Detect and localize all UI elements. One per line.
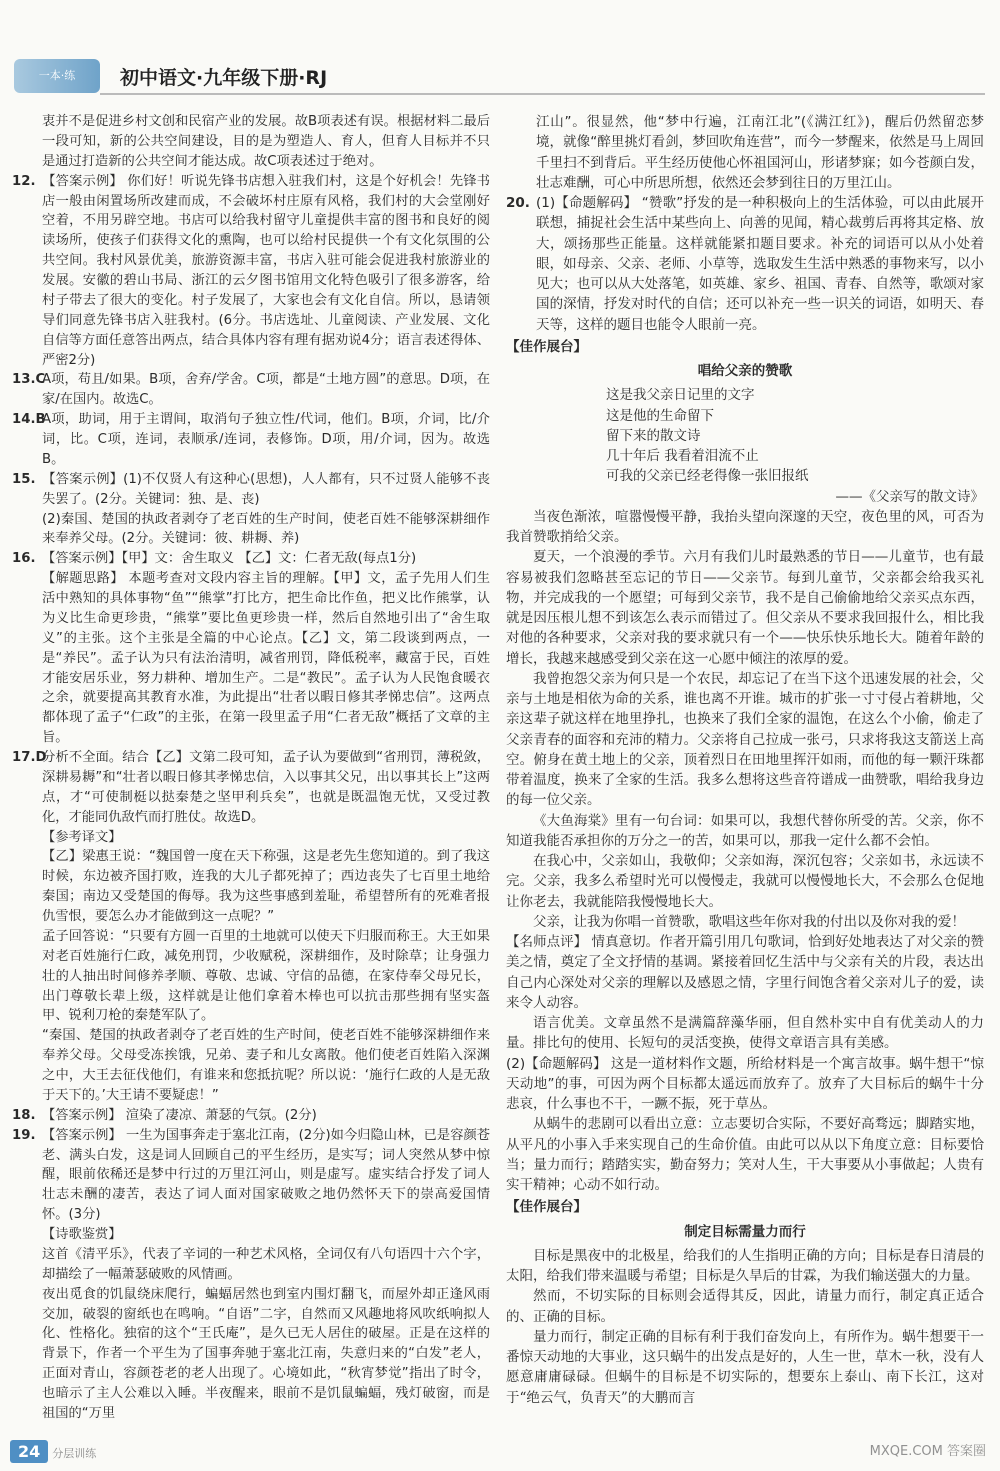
text: 【答案示例】【甲】文：舍生取义 【乙】文：仁者无敌(每点1分)	[42, 551, 417, 567]
item-number: 14.B	[12, 412, 46, 428]
text: “秦国、楚国的执政者剥夺了老百姓的生产时间，使老百姓不能够深耕细作来奉养父母。父母受冻挨饿，兄弟、妻子和儿女离散。他们使老百姓陷入深渊之中，大王去征伐他们，有谁来和您抵抗呢？所以说：‘施行仁政的人是无敌于天下的。’大王请不要疑虑！”	[42, 1028, 490, 1103]
answer-item	[12, 1106, 490, 1126]
answer-paragraph	[506, 112, 984, 193]
essay-paragraph	[506, 547, 984, 669]
answer-item	[12, 1126, 490, 1225]
text: 孟子回答说：“只要有方圆一百里的土地就可以使天下归服而称王。大王如果对老百姓施行仁政，减免刑罚，少收赋税，深耕细作，及时除草；让身强力壮的人抽出时间修养孝顺、尊敬、忠诚、守信的品德，在家侍奉父母兄长，出门尊敬长辈上级，这样就是让他们拿着木棒也可以抗击那些拥有坚实盔甲、锐利刀枪的秦楚军队了。	[42, 928, 490, 1024]
text: 【乙】梁惠王说：“魏国曾一度在天下称强，这是老先生您知道的。到了我这时候，东边被齐国打败，连我的大儿子都死掉了；西边丧失了七百里土地给秦国；南边又受楚国的侮辱。我为这些事感到羞耻，希望替所有的死难者报仇雪恨，要怎么办才能做到这一点呢？”	[42, 849, 490, 924]
text: 夏天，一个浪漫的季节。六月有我们儿时最熟悉的节日——儿童节，也有最容易被我们忽略甚至忘记的节日——父亲节。每到儿童节，父亲都会给我买礼物，并完成我的一个愿望；可每到父亲节，我不是自己偷偷地给父亲买点东西，就是因压根儿想不到该怎么表示而错过了。但父亲从不要求我回报什么，相比我对他的各种要求，父亲对我的要求就只有一个——快乐快乐地长大。随着年龄的增长，我越来越感受到父亲在这一心愿中倾注的浓厚的爱。	[506, 549, 984, 667]
text: ——《父亲写的散文诗》	[835, 488, 984, 505]
answer-paragraph	[12, 569, 490, 748]
text: 留下来的散文诗	[606, 427, 701, 444]
text: 【答案示例】 一生为国事奔走于塞北江南，(2分)如今归隐山林，已是容颜苍老、满头白发，这是词人回顾自己的平生经历，是实写；词人突然从梦中惊醒，眼前依稀还是梦中行过的万里江河山，则是虚写。虚实结合抒发了词人壮志未酬的凄苦，表达了词人面对国家破败之地仍然怀天下的崇高爱国情怀。(3分)	[42, 1127, 490, 1223]
text: 衷并不是促进乡村文创和民宿产业的发展。故B项表述有误。根据材料二最后一段可知，新的公共空间建设，目的是为塑造人、育人，但育人目标并不只是通过打造新的公共空间才能达成。故C项表述过于绝对。	[42, 114, 490, 169]
watermark: MXQE.COM 答案圈	[869, 1444, 986, 1459]
text: A项，助词，用于主谓间，取消句子独立性/代词，他们。B项，介词，比/介词，比。C项，连词，表顺承/连词，表修饰。D项，用/介词，因为。故选B。	[42, 412, 490, 467]
poem-line	[506, 406, 984, 426]
answer-item	[12, 172, 490, 371]
text: 分析不全面。结合【乙】文第二段可知，孟子认为要做到“省刑罚，薄税敛，深耕易耨”和“壮者以暇日修其孝悌忠信，入以事其父兄，出以事其长上”这两点，才“可使制梃以挞秦楚之坚甲利兵矣”，也就是既温饱无忧，又受过教化，才能同仇敌忾而打胜仗。故选D。	[42, 750, 490, 825]
answer-item	[12, 370, 490, 410]
item-number: 18.	[12, 1107, 36, 1123]
text: (2)【命题解码】 这是一道材料作文题，所给材料是一个寓言故事。蜗牛想干“惊天动地”的事，可因为两个目标都太遥远而放弃了。放弃了大目标后的蜗牛十分悲哀，什么事也不干，一蹶不振，死于草丛。	[506, 1055, 984, 1112]
poem-line	[506, 426, 984, 446]
answer-item	[12, 410, 490, 470]
answer-paragraph	[506, 1197, 984, 1217]
essay-title	[506, 1222, 984, 1242]
text: 这首《清平乐》，代表了辛词的一种艺术风格，全词仅有八句语四十六个字，却描绘了一幅萧瑟破败的风情画。	[42, 1246, 490, 1282]
text: 量力而行，制定正确的目标有利于我们奋发向上，有所作为。蜗牛想要干一番惊天动地的大事业，这只蜗牛的出发点是好的，人生一世，草木一秋，没有人愿意庸庸碌碌。但蜗牛的目标是不切实际的，想要东上泰山、南下长江，这对于“绝云气，负青天”的大鹏而言	[506, 1328, 984, 1406]
poem-source	[506, 487, 984, 507]
text: 在我心中，父亲如山，我敬仰；父亲如海，深沉包容；父亲如书，永远读不完。父亲，我多么希望时光可以慢慢走，我就可以慢慢地长大，不会那么仓促地让你老去，我就能陪我慢慢地长大。	[506, 853, 984, 910]
text: 从蜗牛的悲剧可以看出立意：立志要切合实际，不要好高骛远；脚踏实地，从平凡的小事入手来实现自己的生命价值。由此可以从以下角度立意：目标要恰当；量力而行；踏踏实实，勤奋努力；笑对人生，干大事要从小事做起；人贵有实干精神；心动不如行动。	[506, 1116, 984, 1193]
essay-paragraph	[506, 1013, 984, 1054]
item-number: 15.	[12, 471, 36, 487]
essay-paragraph	[506, 851, 984, 912]
text: 当夜色渐浓，喧嚣慢慢平静，我抬头望向深邃的天空，夜色里的风，可否为我首赞歌捎给父亲。	[506, 508, 984, 545]
text: 几十年后 我看着泪流不止	[606, 448, 759, 464]
text: 【答案示例】 你们好！听说先锋书店想入驻我们村，这是个好机会！先锋书店一般由闲置场所改建而成，不会破坏村庄原有风格，我们村的大会堂刚好空着，不用另辟空地。书店可以给我村留守儿童提供丰富的图书和良好的阅读场所，使孩子们获得文化的熏陶，也可以给村民提供一个有文化氛围的公共空间。我村风景优美，旅游资源丰富，书店入驻可能会促进我村旅游业的发展。安徽的碧山书局、浙江的云夕图书馆用文化特色吸引了很多游客，给村子带去了很大的变化。村子发展了，大家也会有文化自信。所以，恳请领导们同意先锋书店入驻我村。(6分。书店选址、儿童阅读、产业发展、文化自信等方面任意答出两点，结合具体内容有理有据劝说4分；语言表述得体、严密2分)	[42, 173, 490, 368]
text: (2)秦国、楚国的执政者剥夺了老百姓的生产时间，使老百姓不能够深耕细作来奉养父母。(2分。关键词：彼、耕耨、养)	[42, 511, 490, 547]
text: A项，苟且/如果。B项，舍弃/学舍。C项，都是“土地方圆”的意思。D项，在家/在国内。故选C。	[42, 372, 490, 408]
text: 制定目标需量力而行	[684, 1223, 806, 1240]
text: 【诗歌鉴赏】	[42, 1227, 122, 1242]
essay-paragraph	[506, 1286, 984, 1327]
answer-paragraph	[506, 1054, 984, 1115]
text: 目标是黑夜中的北极星，给我们的人生指明正确的方向；目标是春日清晨的太阳，给我们带来温暖与希望；目标是久旱后的甘霖，为我们输送强大的力量。	[506, 1247, 984, 1284]
text: 夜出觅食的饥鼠绕床爬行，蝙蝠居然也到室内围灯翻飞，而屋外却正逢风雨交加，破裂的窗纸也在鸣响。“自语”二字，自然而又风趣地将风吹纸响拟人化、性格化。独宿的这个“王氏庵”，是久已无人居住的破屋。正是在这样的背景下，作者一个平生为了国事奔驰于塞北江南，失意归来的“白发”老人，正面对青山，容颜苍老的老人出现了。心境如此，“秋宵梦觉”指出了时令，也暗示了主人公难以入睡。半夜醒来，眼前不是饥鼠蝙蝠，残灯破窗，而是祖国的“万里	[42, 1286, 490, 1421]
page-header	[0, 55, 1000, 99]
text: 语言优美。文章虽然不是满篇辞藻华丽，但自然朴实中自有优美动人的力量。排比句的使用、长短句的灵活变换，使得文章语言具有美感。	[506, 1015, 984, 1052]
essay-paragraph	[506, 811, 984, 852]
text: 这是他的生命留下	[606, 407, 714, 424]
book-title: 初中语文·九年级下册·RJ	[120, 67, 328, 89]
text: 【名师点评】 情真意切。作者开篇引用几句歌词，恰到好处地表达了对父亲的赞美之情，奠定了全文抒情的基调。紧接着回忆生活中与父亲有关的片段，表达出自己内心深处对父亲的理解以及感恩之情，字里行间饱含着父亲对儿子的爱，读来令人动容。	[506, 934, 984, 1011]
page-number: 24	[10, 1440, 48, 1463]
item-number: 16.	[12, 551, 36, 567]
answer-item	[12, 470, 490, 510]
text: 【参考译文】	[42, 829, 122, 845]
answer-paragraph	[12, 510, 490, 550]
essay-paragraph	[506, 669, 984, 811]
answer-paragraph	[12, 1225, 490, 1245]
item-number: 13.C	[12, 372, 46, 388]
header-rule	[100, 93, 985, 95]
essay-paragraph	[506, 507, 984, 548]
text: 【答案示例】 渲染了凄凉、萧瑟的气氛。(2分)	[42, 1107, 317, 1123]
answer-paragraph	[12, 1245, 490, 1285]
answer-paragraph	[12, 112, 490, 172]
text: 然而，不切实际的目标则会适得其反，因此，请量力而行，制定真正适合的、正确的目标。	[506, 1288, 984, 1325]
item-number: 17.D	[12, 750, 47, 765]
text: 我曾抱怨父亲为何只是一个农民，却忘记了在当下这个迅速发展的社会，父亲与土地是相依为命的关系，谁也离不开谁。城市的扩张一寸寸侵占着耕地，父亲这辈子就这样在地里挣扎，也换来了我们全家的温饱，在这么个小偷，偷走了父亲青春的面容和充沛的精力。父亲将自己拉成一张弓，只求将我这支箭送上高空。俯身在黄土地上的父亲，顶着烈日在田地里挥汗如雨，而他的每一颗汗珠都带着温度，换来了全家的生活。我多么想将这些音符谱成一曲赞歌，唱给我身边的每一位父亲。	[506, 670, 984, 809]
answer-paragraph	[12, 847, 490, 927]
essay-paragraph	[506, 1246, 984, 1287]
essay-paragraph	[506, 1114, 984, 1195]
text: 《大鱼海棠》里有一句台词：如果可以，我想代替你所受的苦。父亲，你不知道我能否承担你的万分之一的苦，如果可以，那我一定什么都不会怕。	[506, 812, 984, 849]
text: 这是我父亲日记里的文字	[606, 387, 755, 404]
left-column	[12, 112, 490, 1424]
page-footer	[10, 1440, 96, 1463]
answer-paragraph	[12, 1026, 490, 1106]
answer-item	[12, 748, 490, 828]
answer-item	[12, 549, 490, 569]
answer-paragraph	[12, 1285, 490, 1424]
answer-paragraph	[12, 828, 490, 848]
text: 可我的父亲已经老得像一张旧报纸	[606, 468, 809, 485]
series-logo: 一本·练	[14, 59, 100, 93]
poem-line	[506, 466, 984, 486]
text: 父亲，让我为你唱一首赞歌，歌唱这些年你对我的付出以及你对我的爱！	[533, 913, 965, 930]
text: 【佳作展台】	[506, 338, 587, 355]
answer-paragraph	[12, 927, 490, 1026]
essay-title	[506, 361, 984, 381]
text: 【解题思路】 本题考查对文段内容主旨的理解。【甲】文，孟子先用人们生活中熟知的具体事物“鱼”“熊掌”打比方，把生命比作鱼，把义比作熊掌，认为义比生命更珍贵，“熊掌”要比鱼更珍贵一样，然后自然地引出了“舍生取义”的主张。这个主张是全篇的中心论点。【乙】文，第二段谈到两点，一是“养民”。孟子认为只有法治清明，减省刑罚，降低税率，藏富于民，百姓才能安居乐业，努力耕种、增加生产。二是“教民”。孟子认为人民饱食暖衣之余，就要提高其教育水准，为此提出“壮者以暇日修其孝悌忠信”。这两点都体现了孟子“仁政”的主张，在第一段里孟子用“仁者无敌”概括了文章的主旨。	[42, 571, 490, 746]
answer-item	[506, 193, 984, 335]
text: 【佳作展台】	[506, 1199, 587, 1216]
footer-label: 分层训练	[52, 1447, 97, 1460]
poem-line	[506, 385, 984, 405]
item-number: 19.	[12, 1127, 36, 1143]
item-number: 12.	[12, 173, 36, 189]
text: 唱给父亲的赞歌	[697, 363, 793, 379]
answer-paragraph	[506, 932, 984, 1013]
answer-paragraph	[506, 337, 984, 357]
poem-line	[506, 446, 984, 466]
essay-paragraph	[506, 1327, 984, 1408]
essay-paragraph	[506, 912, 984, 932]
text: 【答案示例】(1)不仅贤人有这种心(思想)，人人都有，只不过贤人能够不丧失罢了。(2分。关键词：独、是、丧)	[42, 471, 490, 507]
right-column	[506, 112, 984, 1408]
text: (1)【命题解码】 “赞歌”抒发的是一种积极向上的生活体验，可以由此展开联想，捕捉社会生活中某些向上、向善的见闻，精心裁剪后再将其定格、放大，颂扬那些正能量。这样就能紧扣题目要求。补充的词语可以从小处着眼，如母亲、父亲、老师、小草等，选取发生生活中熟悉的事物来写，以小见大；也可以从大处落笔，如英雄、家乡、祖国、青春、自然等，歌颂对家国的深情，抒发对时代的自信；还可以补充一些一识关的词语，如明天、春天等，这样的题目也能令人眼前一亮。	[536, 195, 984, 333]
text: 江山”。很显然，他“梦中行遍，江南江北”(《满江红》)，醒后仍然留恋梦境，就像“醉里挑灯看剑，梦回吹角连营”，而今一梦醒来，依然是马上周回千里扫不到背后。平生经历使他心怀祖国河山，形诸梦寐；如今苍颜白发，壮志难酬，可心中所思所想，依然还会梦到往日的万里江山。	[536, 114, 984, 191]
item-number: 20.	[506, 195, 530, 211]
